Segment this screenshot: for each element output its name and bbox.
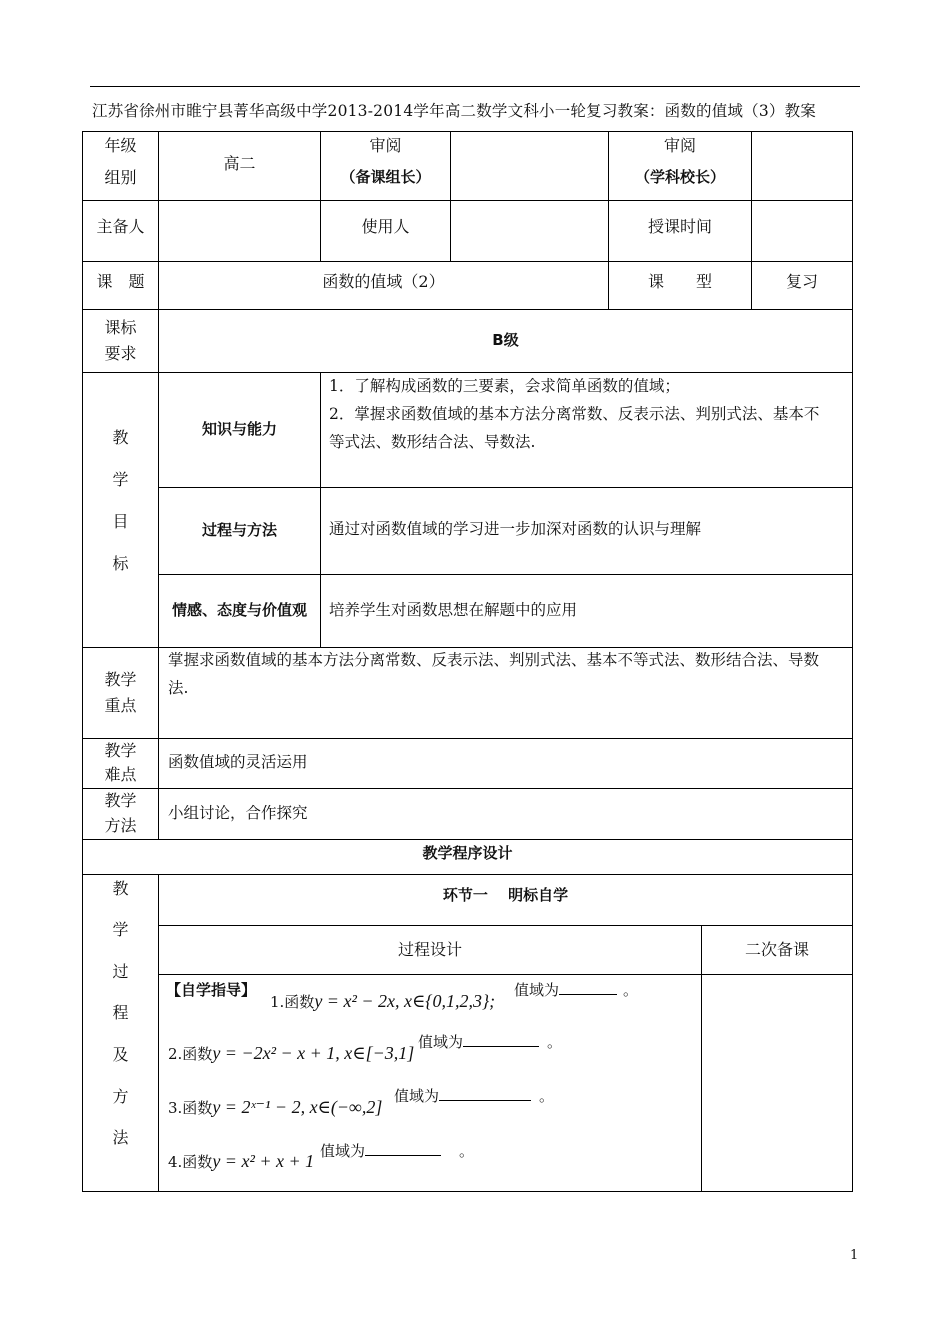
type-value: 复习 [785,272,818,291]
topic-value: 函数的值域（2） [322,272,445,291]
emotion-value: 培养学生对函数思想在解题中的应用 [329,601,578,619]
q4-range [320,1143,474,1159]
keypoints-label-2: 重点 [104,696,137,715]
q2-answer-blank[interactable] [463,1034,539,1047]
q3-range [394,1088,554,1104]
cell-time-value [751,200,853,262]
goals-char-2: 学 [112,470,129,489]
question-4 [168,1152,314,1170]
q1-range-label: 值域为 [514,981,560,999]
q4-range-label: 值域为 [320,1142,366,1160]
page-number: 1 [850,1248,859,1263]
cell-backup-content [701,974,853,1192]
col-backup: 二次备课 [744,940,809,959]
standard-value: B级 [492,331,519,349]
grade-label-1: 年级 [104,136,137,155]
goals-char-4: 标 [112,554,129,573]
q2-range-label: 值域为 [418,1033,464,1051]
q3-prefix: 3.函数 [168,1099,213,1117]
method-value: 小组讨论，合作探究 [168,804,308,822]
review1-sub: （备课组长） [340,168,431,186]
knowledge-line-1: 1．了解构成函数的三要素，会求简单函数的值域； [329,377,680,395]
col-design: 过程设计 [397,940,462,959]
knowledge-label: 知识与能力 [201,420,277,438]
review2-label: 审阅 [663,136,696,155]
section-title: 环节一 明标自学 [442,886,569,904]
q3-end-mark: 。 [539,1087,555,1105]
review1-label: 审阅 [369,136,402,155]
standard-label-1: 课标 [104,318,137,337]
proc-char-1: 教 [112,879,129,898]
guide-label: 【自学指导】 [166,981,257,999]
knowledge-text [329,372,849,456]
goals-char-1: 教 [112,428,129,447]
process-label: 过程与方法 [201,521,277,539]
keypoints-line-2: 法. [168,679,189,697]
grade-label-2: 组别 [104,168,137,187]
q3-answer-blank[interactable] [439,1088,531,1101]
cell-review2-value [751,131,853,201]
q2-prefix: 2.函数 [168,1045,213,1063]
q4-math: y = x² + x + 1 [212,1151,315,1171]
cell-keypoints-label [82,647,159,739]
q2-math: y = −2x² − x + 1, x∈[−3,1] [212,1043,415,1063]
review2-sub: （学科校长） [634,168,725,186]
q3-math: y = 2ˣ⁻¹ − 2, x∈(−∞,2] [212,1097,383,1117]
q4-end-mark: 。 [459,1142,475,1160]
page-header: 江苏省徐州市睢宁县菁华高级中学2013-2014学年高二数学文科小一轮复习教案：函数的值域（3）教案 [92,102,816,120]
proc-char-6: 方 [112,1087,129,1106]
method-label-2: 方法 [104,816,137,835]
question-3 [168,1098,382,1116]
keypoints-line-1: 掌握求函数值域的基本方法分离常数、反表示法、判别式法、基本不等式法、数形结合法、导数 [168,651,820,669]
proc-char-5: 及 [112,1045,129,1064]
process-value: 通过对函数值域的学习进一步加深对函数的认识与理解 [329,520,702,538]
goals-char-3: 目 [112,512,129,531]
keypoints-text [168,646,848,702]
q1-end-mark: 。 [623,981,639,999]
knowledge-line-3: 等式法、数形结合法、导数法. [329,433,536,451]
q1-prefix: 1.函数 [270,993,315,1011]
topic-label: 课 题 [96,272,145,291]
q2-range [418,1034,562,1050]
q4-answer-blank[interactable] [365,1143,441,1156]
grade-value: 高二 [223,154,256,173]
question-2 [168,1044,414,1062]
difficulty-label-2: 难点 [104,765,137,784]
type-label: 课 型 [647,272,712,291]
q4-prefix: 4.函数 [168,1153,213,1171]
q1-range [514,982,638,998]
program-title: 教学程序设计 [422,844,513,862]
proc-char-3: 过 [112,962,129,981]
proc-char-2: 学 [112,920,129,939]
q3-range-label: 值域为 [394,1087,440,1105]
user-label: 使用人 [361,217,410,236]
cell-user-value [450,200,609,262]
emotion-label: 情感、态度与价值观 [171,601,307,619]
cell-review1-value [450,131,609,201]
cell-preparer-value [158,200,321,262]
proc-char-7: 法 [112,1128,129,1147]
header-rule [90,86,860,87]
method-label-1: 教学 [104,791,137,810]
q1-answer-blank[interactable] [559,982,617,995]
difficulty-label-1: 教学 [104,741,137,760]
time-label: 授课时间 [647,217,712,236]
difficulty-value: 函数值域的灵活运用 [168,753,308,771]
q1-math: y = x² − 2x, x∈{0,1,2,3}; [314,991,496,1011]
keypoints-label-1: 教学 [104,670,137,689]
question-1 [270,992,495,1010]
q2-end-mark: 。 [547,1033,563,1051]
standard-label-2: 要求 [104,344,137,363]
cell-goals-label [82,372,159,648]
preparer-label: 主备人 [96,217,145,236]
knowledge-line-2: 2．掌握求函数值域的基本方法分离常数、反表示法、判别式法、基本不 [329,405,820,423]
proc-char-4: 程 [112,1003,129,1022]
